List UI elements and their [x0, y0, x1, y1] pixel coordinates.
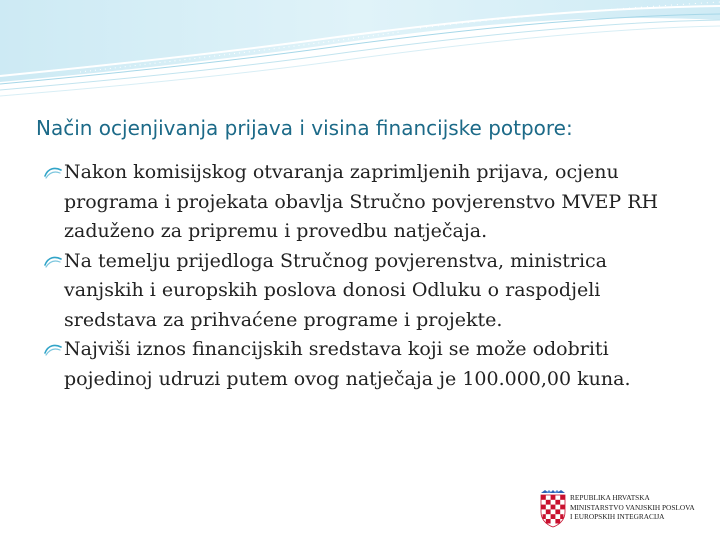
swirl-bullet-icon: [44, 343, 62, 357]
bullet-text: Na temelju prijedloga Stručnog povjerenstva, ministrica vanjskih i europskih poslova donosi Odluku o raspodjeli sredstava za prihvaćene programe i projekte.: [64, 249, 608, 331]
swirl-bullet-icon: [44, 255, 62, 269]
list-item: [44, 247, 692, 336]
decorative-header-waves: [0, 0, 720, 110]
bullet-text: Najviši iznos financijskih sredstava koji se može odobriti pojedinoj udruzi putem ovog natječaja je 100.000,00 kuna.: [64, 338, 631, 390]
list-item: [44, 158, 692, 247]
bullet-list: [44, 158, 692, 394]
slide-title: Način ocjenjivanja prijava i visina financijske potpore:: [36, 116, 573, 140]
bullet-text: Nakon komisijskog otvaranja zaprimljenih prijava, ocjenu programa i projekata obavlja Stručno povjerenstvo MVEP RH zaduženo za pripremu i provedbu natječaja.: [64, 161, 659, 242]
swirl-bullet-icon: [44, 166, 62, 180]
ministry-name: [570, 493, 720, 522]
ministry-line-1: REPUBLIKA HRVATSKA: [570, 493, 650, 502]
list-item: [44, 335, 692, 394]
ministry-line-3: I EUROPSKIH INTEGRACIJA: [570, 512, 665, 522]
ministry-line-2: MINISTARSTVO VANJSKIH POSLOVA: [570, 502, 695, 512]
ministry-logo: [538, 490, 718, 530]
croatian-coat-of-arms-icon: [540, 490, 566, 528]
